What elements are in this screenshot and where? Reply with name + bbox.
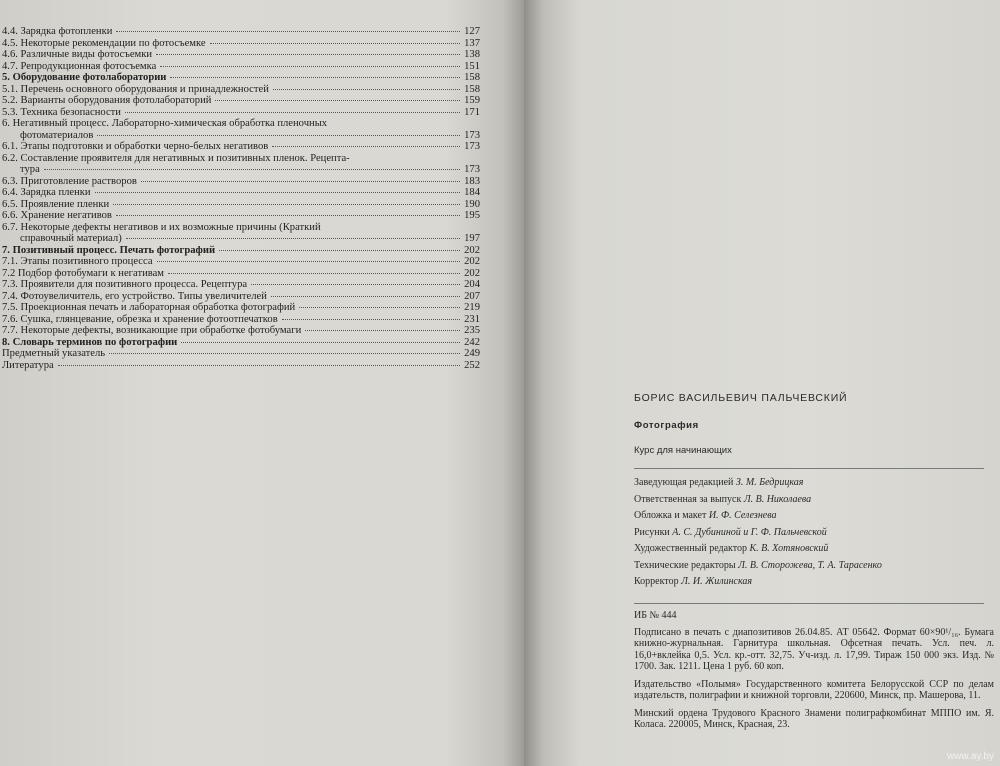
credit-role: Ответственная за выпуск: [634, 493, 744, 505]
toc-entry: [2, 153, 480, 165]
toc-leader-dots: [215, 99, 460, 101]
book-title: Фотография: [634, 420, 699, 431]
toc-entry-continued: [2, 233, 480, 245]
toc-entry: [2, 222, 480, 234]
toc-entry: [2, 38, 480, 50]
toc-entry: [2, 325, 480, 337]
right-page: [524, 0, 1000, 766]
credit-line: [634, 475, 994, 492]
toc-leader-dots: [273, 88, 460, 90]
toc-page-number: 195: [464, 210, 480, 221]
toc-leader-dots: [141, 180, 460, 182]
watermark: www.ay.by: [946, 751, 994, 762]
toc-entry-title: 7.7. Некоторые дефекты, возникающие при обработке фотобумаги: [2, 325, 302, 336]
toc-entry-title: 6.7. Некоторые дефекты негативов и их возможные причины (Краткий: [2, 221, 321, 233]
toc-leader-dots: [44, 168, 460, 170]
toc-entry-title: 7. Позитивный процесс. Печать фотографий: [2, 244, 216, 256]
toc-entry: [2, 291, 480, 303]
toc-leader-dots: [251, 283, 460, 285]
toc-entry: [2, 95, 480, 107]
toc-entry-title: 5.2. Варианты оборудования фотолабораторий: [2, 95, 212, 106]
credit-name: Л. В. Сторожева, Т. А. Тарасенко: [738, 559, 882, 571]
toc-page-number: 183: [464, 175, 480, 187]
toc-entry: [2, 302, 480, 314]
toc-entry-title: 4.5. Некоторые рекомендации по фотосъемке: [2, 37, 206, 49]
credit-line: [634, 574, 994, 591]
toc-page-number: 219: [464, 302, 480, 313]
toc-leader-dots: [299, 306, 460, 308]
credit-role: Корректор: [634, 576, 682, 587]
toc-entry-title-continued: тура: [20, 164, 40, 175]
toc-entry-title: 7.3. Проявители для позитивного процесса. Рецептура: [2, 279, 248, 290]
toc-entry: [2, 245, 480, 257]
toc-entry-title: 5. Оборудование фотолаборатории: [2, 72, 167, 83]
toc-page-number: 231: [464, 313, 480, 325]
toc-page-number: 204: [464, 279, 480, 290]
toc-entry: [2, 337, 480, 349]
credit-line: [634, 558, 994, 575]
toc-entry-title-continued: фотоматериалов: [20, 129, 94, 141]
toc-entry: [2, 268, 480, 280]
toc-entry-title: 6.2. Составление проявителя для негативных и позитивных пленок. Рецепта-: [2, 152, 350, 164]
toc-entry-title: 7.1. Этапы позитивного процесса: [2, 256, 153, 267]
toc-page-number: 190: [464, 198, 480, 210]
toc-entry-title: 6. Негативный процесс. Лабораторно-химическая обработка пленочных: [2, 118, 328, 129]
toc-entry-title: 5.3. Техника безопасности: [2, 106, 121, 118]
toc-leader-dots: [58, 364, 460, 366]
toc-entry-title: 7.6. Сушка, глянцевание, обрезка и хранение фотоотпечатков: [2, 313, 278, 325]
toc-entry-title: 5.1. Перечень основного оборудования и принадлежностей: [2, 83, 269, 95]
toc-leader-dots: [157, 260, 461, 262]
toc-page-number: 184: [464, 187, 480, 198]
toc-entry: [2, 314, 480, 326]
toc-page-number: 235: [464, 325, 480, 336]
toc-leader-dots: [160, 65, 460, 67]
credit-name: А. С. Дубининой и Г. Ф. Пальчевской: [672, 526, 827, 538]
toc-entry: [2, 256, 480, 268]
toc-leader-dots: [156, 53, 460, 55]
toc-page-number: 173: [464, 129, 480, 141]
publication-details: [634, 627, 994, 731]
toc-entry-continued: [2, 130, 480, 142]
toc-entry-title: 6.4. Зарядка пленки: [2, 187, 91, 198]
book-subtitle: Курс для начинающих: [634, 445, 732, 456]
toc-entry-title: 6.5. Проявление пленки: [2, 198, 110, 210]
toc-leader-dots: [168, 272, 460, 274]
toc-entry-title: 4.7. Репродукционная фотосъемка: [2, 60, 157, 72]
toc-leader-dots: [113, 203, 460, 205]
toc-entry: [2, 360, 480, 372]
toc-entry-title: 4.4. Зарядка фотопленки: [2, 26, 113, 37]
toc-page-number: 202: [464, 244, 480, 256]
toc-entry: [2, 118, 480, 130]
credit-role: Художественный редактор: [634, 543, 750, 554]
toc-entry-title: 6.1. Этапы подготовки и обработки черно-белых негативов: [2, 141, 269, 152]
toc-leader-dots: [116, 30, 460, 32]
credit-role: Технические редакторы: [634, 559, 739, 571]
toc-entry: [2, 176, 480, 188]
table-of-contents: [2, 26, 480, 371]
toc-leader-dots: [125, 111, 460, 113]
toc-page-number: 137: [464, 37, 480, 49]
toc-leader-dots: [170, 76, 460, 78]
toc-entry-title: 6.6. Хранение негативов: [2, 210, 112, 221]
toc-entry: [2, 279, 480, 291]
toc-entry: [2, 348, 480, 360]
toc-leader-dots: [95, 191, 461, 193]
toc-leader-dots: [116, 214, 460, 216]
toc-page-number: 202: [464, 256, 480, 267]
credit-line: [634, 525, 994, 542]
toc-entry: [2, 61, 480, 73]
toc-page-number: 197: [464, 233, 480, 244]
credit-name: Л. В. Николаева: [743, 493, 812, 505]
toc-page-number: 252: [464, 359, 480, 371]
toc-page-number: 138: [464, 49, 480, 60]
toc-leader-dots: [210, 42, 461, 44]
toc-entry-title: 7.5. Проекционная печать и лабораторная обработка фотографий: [2, 302, 296, 313]
credit-role: Рисунки: [634, 526, 673, 538]
toc-entry-title: 7.2 Подбор фотобумаги к негативам: [2, 267, 165, 279]
toc-entry: [2, 210, 480, 222]
toc-leader-dots: [271, 295, 460, 297]
credit-line: [634, 492, 994, 509]
credit-name: К. В. Хотяновский: [749, 543, 829, 554]
toc-entry-title: Предметный указатель: [2, 348, 106, 359]
imprint: [634, 392, 994, 737]
toc-page-number: 249: [464, 348, 480, 359]
toc-leader-dots: [219, 249, 460, 251]
toc-page-number: 158: [464, 83, 480, 95]
toc-leader-dots: [97, 134, 460, 136]
print-info: Подписано в печать с диапозитивов 26.04.85. АТ 05642. Формат 60×90¹/₁₆. Бумага книжно-журнальная. Гарнитура школьная. Офсетная печать. Усл. печ. л. 16,0+вклейка 0,5. Усл. кр.-отт. 32,75. Уч-изд. л. 17,99. Тираж 150 000 экз. Изд. № 1700. Зак. 1211. Цена 1 руб. 60 коп.: [634, 626, 994, 672]
toc-entry-continued: [2, 164, 480, 176]
credit-name: И. Ф. Селезнева: [708, 510, 777, 521]
ib-number: ИБ № 444: [634, 609, 677, 621]
divider: [634, 603, 984, 604]
toc-entry-title: Литература: [2, 359, 54, 371]
credit-name: З. М. Бедрицкая: [735, 477, 804, 488]
toc-entry: [2, 49, 480, 61]
publisher-info: Издательство «Полымя» Государственного комитета Белорусской ССР по делам издательств, полиграфии и книжной торговли, 220600, Минск, пр. Машерова, 11.: [634, 678, 994, 701]
toc-leader-dots: [126, 237, 460, 239]
credits-list: [634, 475, 994, 591]
toc-entry: [2, 199, 480, 211]
toc-entry-title: 4.6. Различные виды фотосъемки: [2, 49, 153, 60]
toc-page-number: 173: [464, 141, 480, 152]
toc-leader-dots: [282, 318, 460, 320]
toc-page-number: 173: [464, 164, 480, 175]
toc-entry-title: 6.3. Приготовление растворов: [2, 175, 137, 187]
toc-entry: [2, 107, 480, 119]
toc-entry-title: 8. Словарь терминов по фотографии: [2, 336, 178, 348]
divider: [634, 468, 984, 469]
toc-page-number: 158: [464, 72, 480, 83]
toc-page-number: 127: [464, 26, 480, 37]
printer-info: Минский ордена Трудового Красного Знамени полиграфкомбинат МППО им. Я. Коласа. 220005, Минск, Красная, 23.: [634, 707, 994, 730]
toc-page-number: 159: [464, 95, 480, 106]
toc-entry: [2, 72, 480, 84]
toc-entry: [2, 26, 480, 38]
toc-entry-title-continued: справочный материал): [20, 233, 122, 244]
credit-name: Л. И. Жилинская: [681, 576, 753, 587]
toc-page-number: 171: [464, 106, 480, 118]
credit-role: Заведующая редакцией: [634, 477, 736, 488]
toc-page-number: 242: [464, 336, 480, 348]
credit-role: Обложка и макет: [634, 510, 709, 521]
author-name: БОРИС ВАСИЛЬЕВИЧ ПАЛЬЧЕВСКИЙ: [634, 392, 848, 404]
toc-page-number: 202: [464, 267, 480, 279]
toc-entry-title: 7.4. Фотоувеличитель, его устройство. Типы увеличителей: [2, 290, 267, 302]
toc-leader-dots: [109, 352, 460, 354]
credit-line: [634, 508, 994, 525]
toc-entry: [2, 84, 480, 96]
toc-leader-dots: [272, 145, 460, 147]
toc-page-number: 207: [464, 290, 480, 302]
toc-leader-dots: [305, 329, 460, 331]
toc-entry: [2, 187, 480, 199]
credit-line: [634, 541, 994, 558]
toc-leader-dots: [181, 341, 460, 343]
toc-page-number: 151: [464, 60, 480, 72]
toc-entry: [2, 141, 480, 153]
